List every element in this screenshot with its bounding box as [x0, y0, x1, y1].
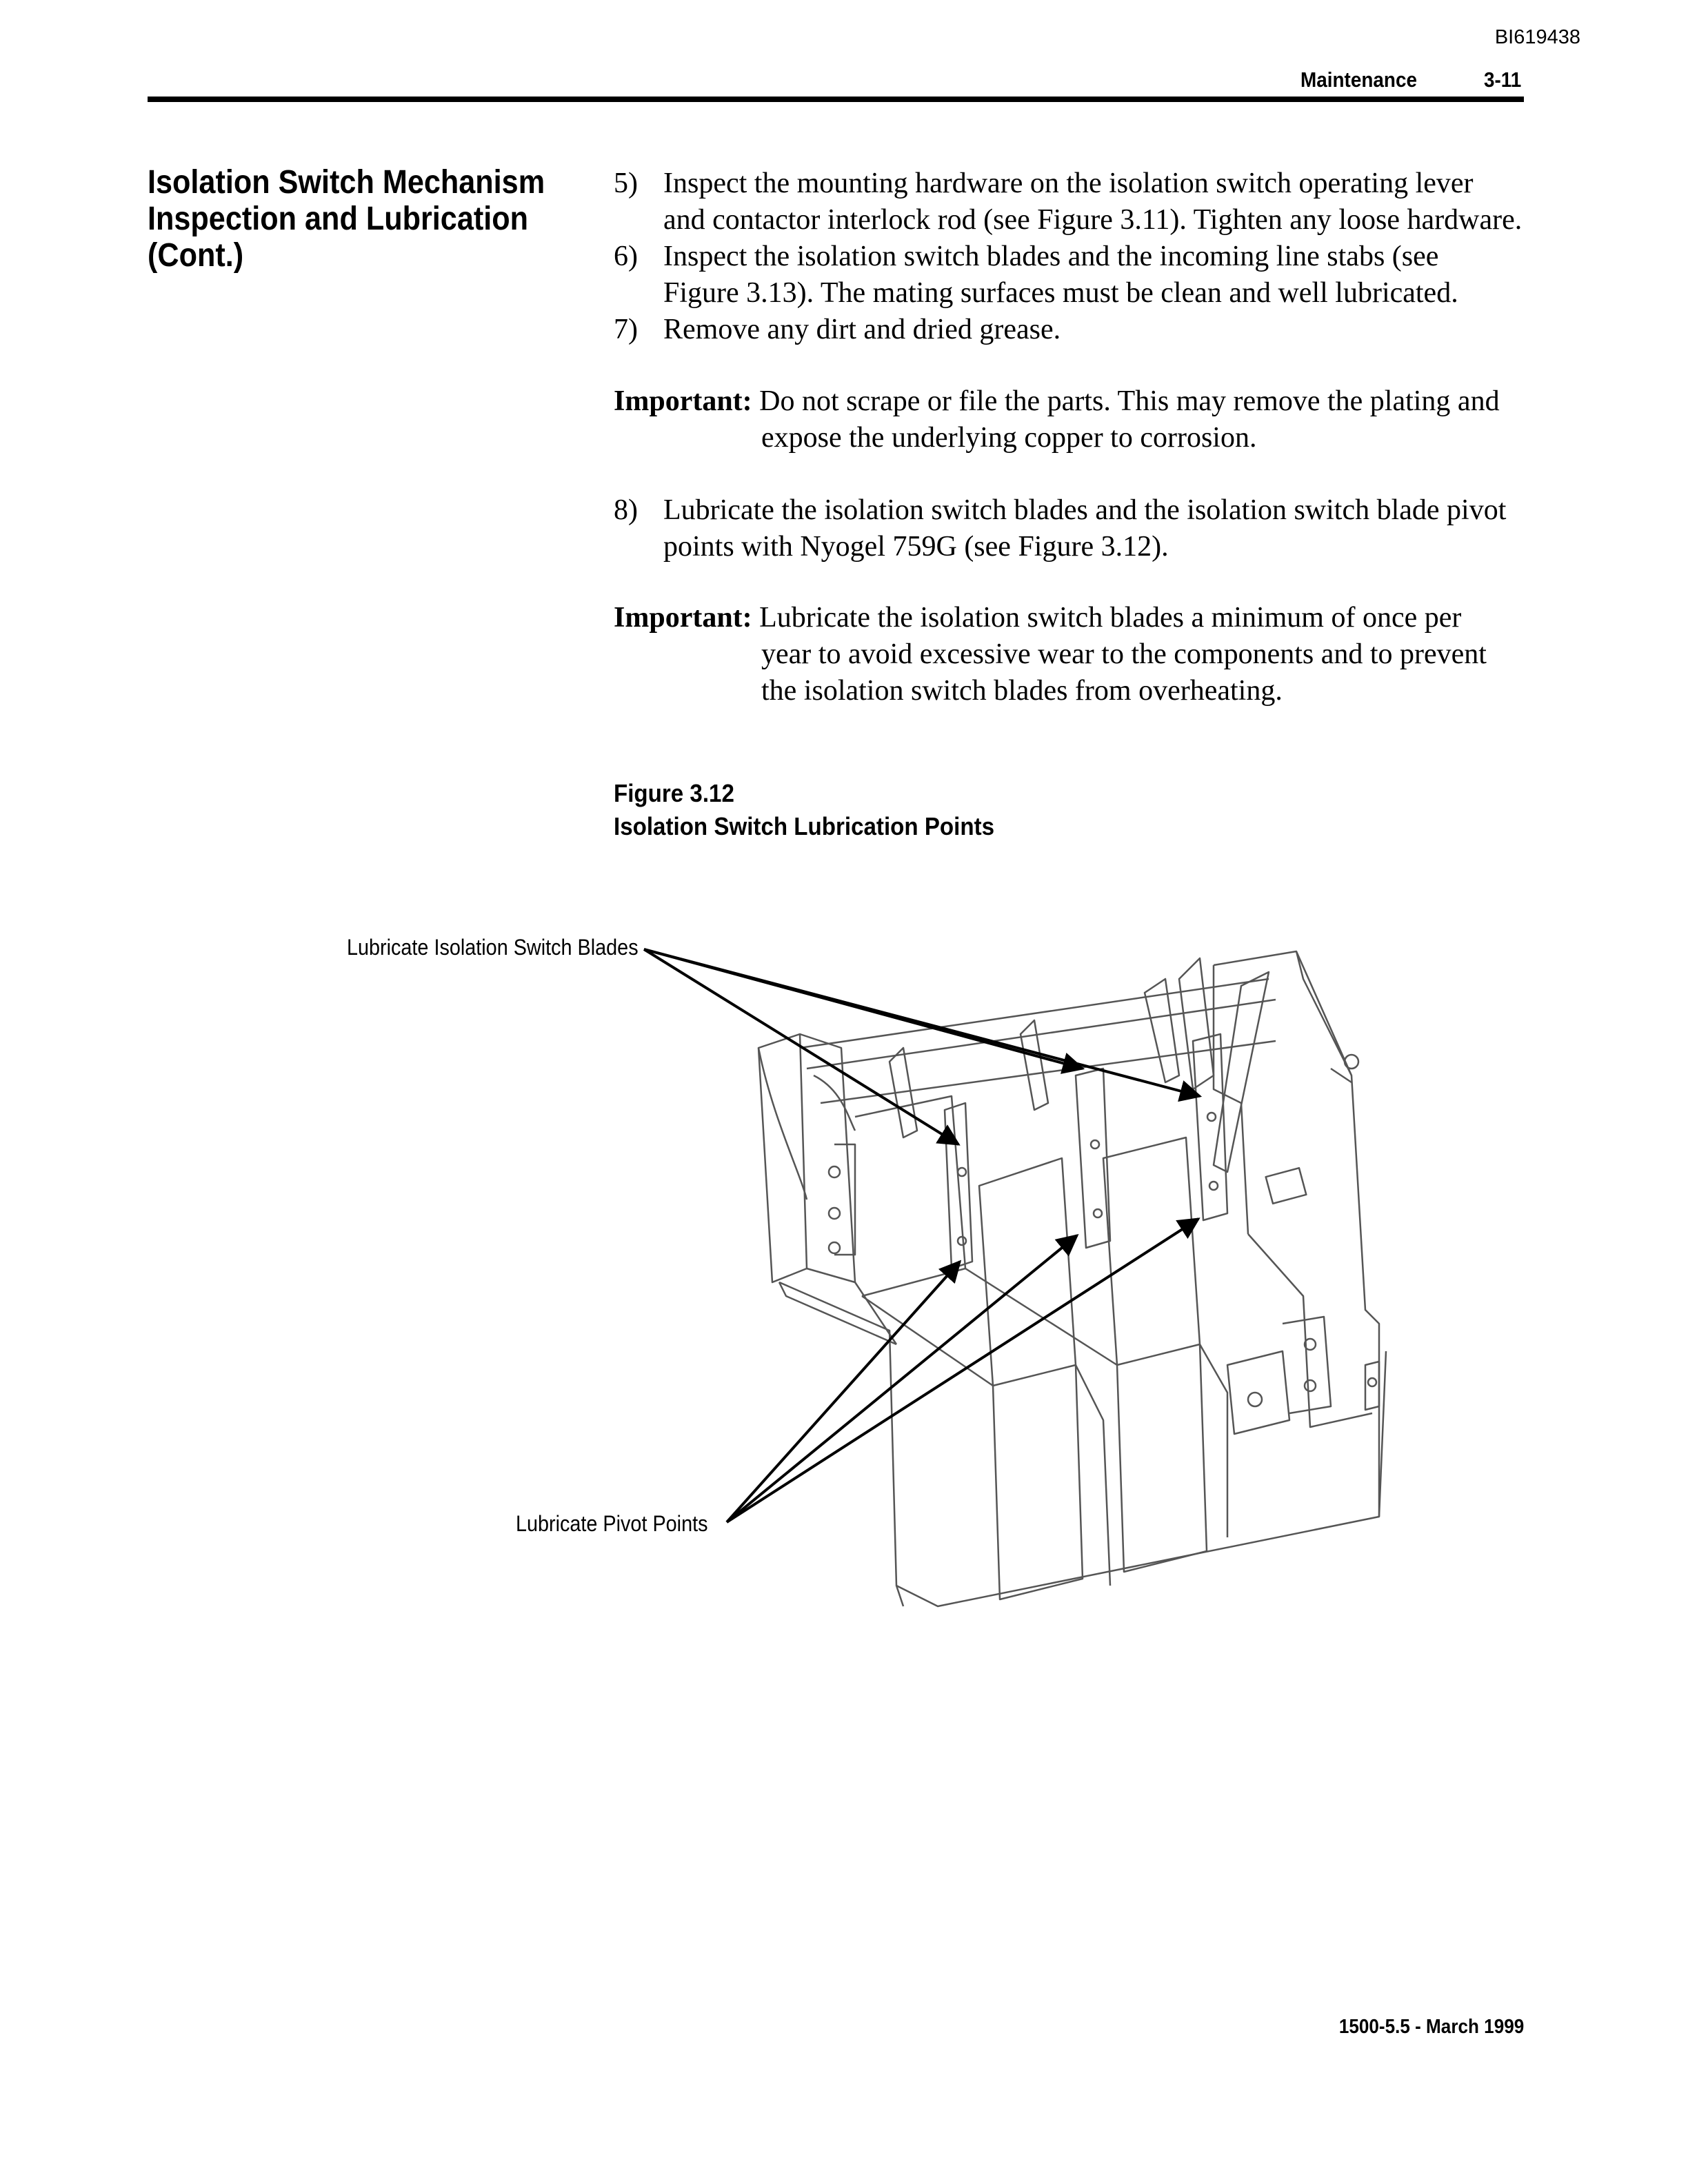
step-text-line: Figure 3.13). The mating surfaces must be clean and well lubricated.: [663, 277, 1458, 309]
header-section-title: Maintenance: [1300, 68, 1418, 92]
figure-caption: Isolation Switch Lubrication Points: [614, 812, 995, 840]
important-text-line: the isolation switch blades from overheating.: [761, 675, 1283, 707]
step-text-line: Inspect the mounting hardware on the isolation switch operating lever: [663, 168, 1474, 199]
important-text-line: expose the underlying copper to corrosion.: [761, 422, 1257, 454]
important-label: Important:: [614, 385, 752, 417]
step-number: 5): [614, 168, 638, 199]
step-text-line: Inspect the isolation switch blades and the incoming line stabs (see: [663, 241, 1439, 272]
step-text-line: points with Nyogel 759G (see Figure 3.12).: [663, 531, 1169, 563]
step-text-line: and contactor interlock rod (see Figure 3.11). Tighten any loose hardware.: [663, 204, 1523, 236]
step-number: 8): [614, 494, 638, 526]
step-number: 7): [614, 314, 638, 345]
step-text-line: Remove any dirt and dried grease.: [663, 314, 1061, 345]
important-label: Important:: [614, 602, 752, 634]
important-text: Lubricate the isolation switch blades a minimum of once per: [759, 602, 1462, 634]
important-text: Do not scrape or file the parts. This may remove the plating and: [759, 385, 1500, 417]
section-heading-line: Isolation Switch Mechanism: [148, 164, 545, 201]
document-id: BI619438: [1494, 26, 1580, 48]
footer-publication: 1500-5.5 - March 1999: [1338, 2016, 1524, 2038]
important-text-line: year to avoid excessive wear to the components and to prevent: [761, 638, 1487, 670]
section-heading-line: Inspection and Lubrication: [148, 201, 529, 237]
section-heading-line: (Cont.): [148, 237, 244, 274]
figure-number: Figure 3.12: [614, 779, 734, 807]
step-text-line: Lubricate the isolation switch blades and the isolation switch blade pivot: [663, 494, 1507, 526]
header-page-number: 3-11: [1484, 68, 1522, 92]
callout-lubricate-blades: Lubricate Isolation Switch Blades: [347, 935, 639, 960]
step-number: 6): [614, 241, 638, 272]
callout-lubricate-pivots: Lubricate Pivot Points: [515, 1511, 707, 1536]
